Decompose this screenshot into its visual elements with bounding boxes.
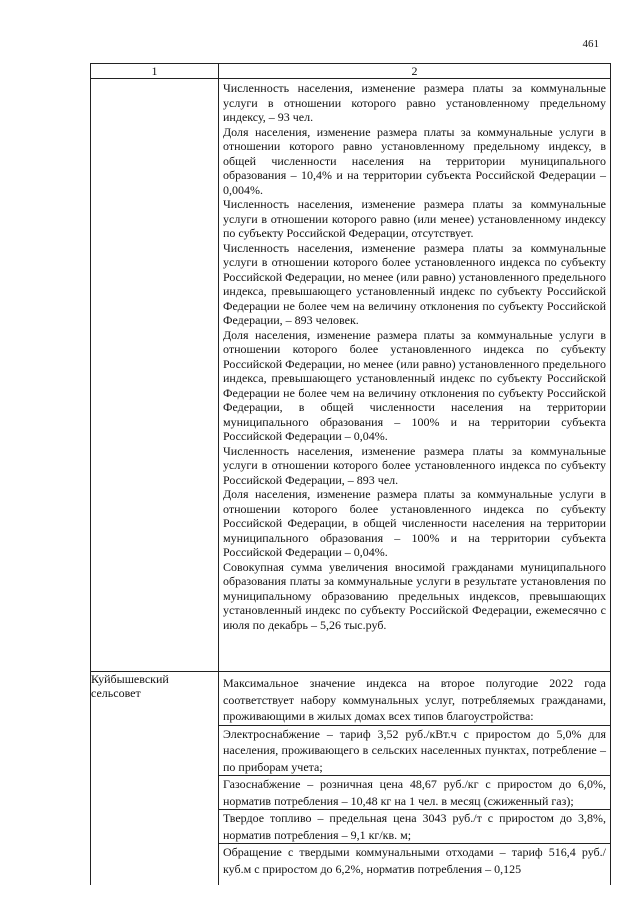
paragraph: Доля населения, изменение размера платы за коммунальные услуги в отношении которого более установленного индекса по субъекту Российской Федерации, но менее (или равно) установленного предельного индекса, превышающего установленный индекс по субъекту Российской Федерации не более чем на величину отклонения по субъекту Российской Федерации, в общей численности населения на территории муниципального образования – 100% и на территории субъекта Российской Федерации – 0,04%. xyxy=(223,327,606,443)
paragraph: Численность населения, изменение размера платы за коммунальные услуги в отношении которого более установленного индекса по субъекту Российской Федерации, – 893 чел. xyxy=(223,443,606,487)
paragraph: Обращение с твердыми коммунальными отходами – тариф 516,4 руб./куб.м с приростом до 6,2%, норматив потребления – 0,125 xyxy=(219,843,610,877)
paragraph: Доля населения, изменение размера платы за коммунальные услуги в отношении которого более установленного индекса по субъекту Российской Федерации, в общей численности населения на территории муниципального образования – 100% и на территории субъекта Российской Федерации – 0,04%. xyxy=(223,487,606,559)
page-number: 461 xyxy=(582,38,599,50)
table-row xyxy=(91,672,611,886)
paragraph: Численность населения, изменение размера платы за коммунальные услуги в отношении которого более установленного индекса по субъекту Российской Федерации, но менее (или равно) установленного предельного индекса, превышающего установленный индекс по субъекту Российской Федерации не более чем на величину отклонения по субъекту Российской Федерации, – 893 человек. xyxy=(223,240,606,327)
table-row xyxy=(91,79,611,672)
paragraph: Численность населения, изменение размера платы за коммунальные услуги в отношении которого равно установленному предельному индексу, – 93 чел. xyxy=(223,81,606,124)
paragraph: Максимальное значение индекса на второе полугодие 2022 года соответствует набору коммунальных услуг, потребляемых гражданами, проживающими в жилых домах всех типов благоустройства: xyxy=(223,676,606,723)
paragraph: Доля населения, изменение размера платы за коммунальные услуги в отношении которого равно установленному предельному индексу, в общей численности населения на территории муниципального образования – 10,4% и на территории субъекта Российской Федерации – 0,004%. xyxy=(223,124,606,197)
paragraph: Совокупная сумма увеличения вносимой гражданами муниципального образования платы за коммунальные услуги в результате установления по муниципальному образованию предельных индексов, превышающих установленный индекс по субъекту Российской Федерации, ежемесячно с июля по декабрь – 5,26 тыс.руб. xyxy=(223,559,606,632)
paragraph: Газоснабжение – розничная цена 48,67 руб./кг с приростом до 6,0%, норматив потребления – 10,48 кг на 1 чел. в месяц (сжиженный газ); xyxy=(219,775,610,809)
paragraph: Численность населения, изменение размера платы за коммунальные услуги в отношении которого равно (или менее) установленному индексу по субъекту Российской Федерации, отсутствует. xyxy=(223,197,606,240)
paragraph: Электроснабжение – тариф 3,52 руб./кВт.ч с приростом до 5,0% для населения, проживающего в сельских населенных пунктах, потребление – по приборам учета; xyxy=(219,725,610,776)
description-cell xyxy=(219,672,611,886)
description-cell xyxy=(219,79,611,672)
territory-cell: Куйбышевский сельсовет xyxy=(91,672,219,886)
paragraph: Твердое топливо – предельная цена 3043 руб./т с приростом до 3,8%, норматив потребления – 9,1 кг/кв. м; xyxy=(219,809,610,843)
column-header-1: 1 xyxy=(91,64,219,79)
table-header-row xyxy=(91,64,611,79)
territory-cell xyxy=(91,79,219,672)
document-table xyxy=(90,63,611,885)
column-header-2: 2 xyxy=(219,64,611,79)
